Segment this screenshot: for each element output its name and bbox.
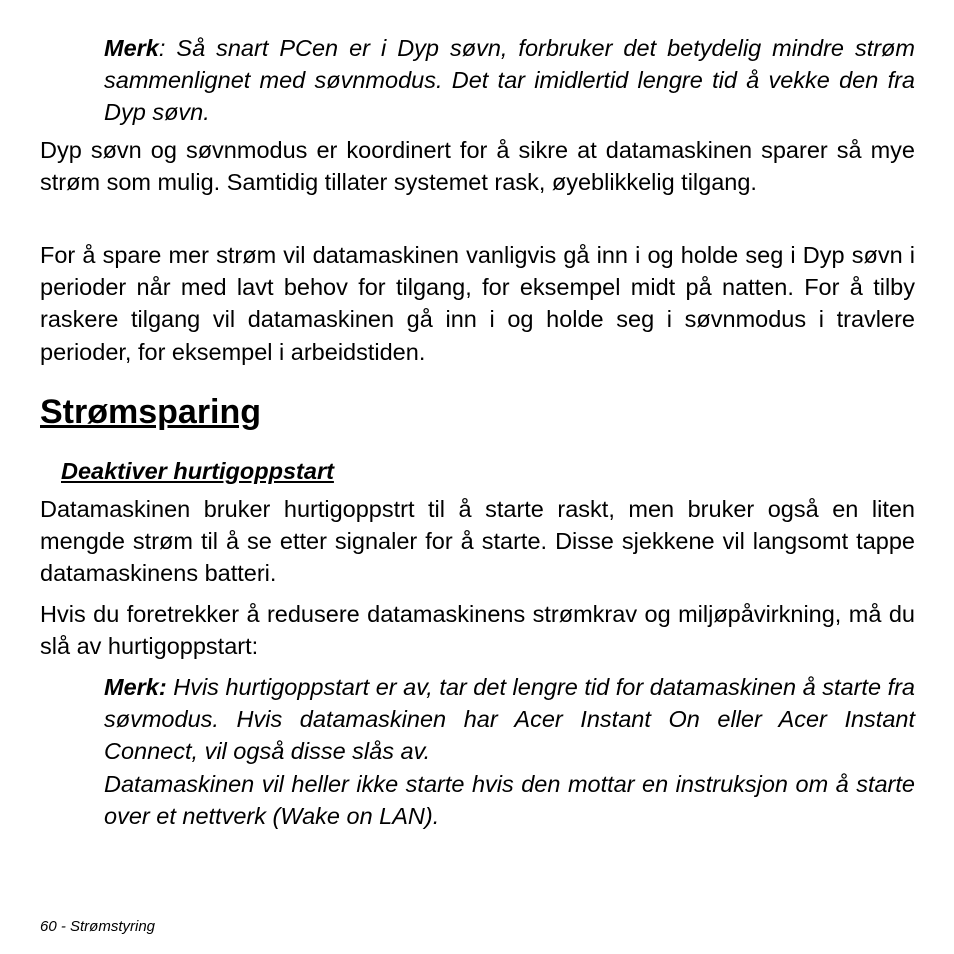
note-deep-sleep [104,32,915,129]
section-subheading: Deaktiver hurtigoppstart [61,458,334,484]
note-text: : Så snart PCen er i Dyp søvn, forbruker det betydelig mindre strøm sammenlignet med søvnmodus. Det tar imidlertid lengre tid å vekke den fra Dyp søvn. [104,35,915,126]
note-paragraph [104,671,915,768]
note-label: Merk [104,35,159,61]
note-label: Merk: [104,674,167,700]
page-footer: 60 - Strømstyring [40,918,156,935]
paragraph-coordination: Dyp søvn og søvnmodus er koordinert for å sikre at datamaskinen sparer så mye strøm som mulig. Samtidig tillater systemet rask, øyeblikkelig tilgang. [40,137,915,196]
section-heading: Strømsparing [40,393,262,431]
paragraph-disable-fast-startup: Hvis du foretrekker å redusere datamaskinens strømkrav og miljøpåvirkning, må du slå av hurtigoppstart: [40,601,915,660]
note-fast-startup [104,671,915,832]
note-text: Hvis hurtigoppstart er av, tar det lengre tid for datamaskinen å starte fra søvmodus. Hvis datamaskinen har Acer Instant On eller Acer Instant Connect, vil også disse slås av. [104,674,915,765]
paragraph-deep-sleep-periods: For å spare mer strøm vil datamaskinen vanligvis gå inn i og holde seg i Dyp søvn i perioder når med lavt behov for tilgang, for eksempel midt på natten. For å tilby raskere tilgang vil datamaskinen gå inn i og holde seg i søvnmodus i travlere perioder, for eksempel i arbeidstiden. [40,242,915,365]
paragraph-fast-startup: Datamaskinen bruker hurtigoppstrt til å starte raskt, men bruker også en liten mengde strøm til å se etter signaler for å starte. Disse sjekkene vil langsomt tappe datamaskinens batteri. [40,496,915,587]
note-paragraph-wake-on-lan: Datamaskinen vil heller ikke starte hvis den mottar en instruksjon om å starte over et nettverk (Wake on LAN). [104,770,915,829]
